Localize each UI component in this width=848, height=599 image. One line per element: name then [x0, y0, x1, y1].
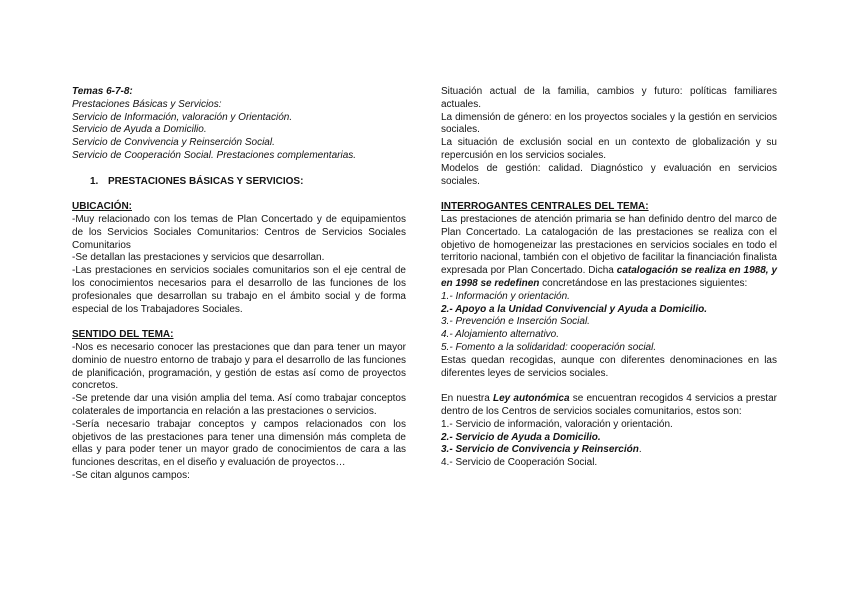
ubicacion-heading: UBICACIÓN: [72, 201, 132, 213]
prestacion-item: 5.- Fomento a la solidaridad: cooperación social. [441, 341, 657, 353]
campo-item: La situación de exclusión social en un contexto de globalización y su repercusión en los servicios sociales. [441, 137, 777, 161]
ley-paragraph [441, 393, 777, 419]
interrogantes-intro: Las prestaciones de atención primaria se han definido dentro del marco de Plan Concertado. La catalogación de las prestaciones se realiza con el objetivo de homogeneizar las prestaciones en servicios sociales en todo el territorio nacional, también con el objetivo de facilitar la financiación finalista expresada por Plan Concertado. Dicha [441, 213, 777, 277]
interrogantes-heading: INTERROGANTES CENTRALES DEL TEMA: [441, 201, 649, 213]
temas-line: Servicio de Ayuda a Domicilio. [72, 124, 207, 136]
servicio-item: 2.- Servicio de Ayuda a Domicilio. [441, 431, 601, 443]
campo-item: Modelos de gestión: calidad. Diagnóstico y evaluación en servicios sociales. [441, 162, 777, 187]
interrogantes-bold: catalogación se realiza en 1988, y en 1998 se redefinen [441, 265, 778, 289]
temas-line: Servicio de Información, valoración y Orientación. [72, 111, 293, 123]
temas-line: Servicio de Cooperación Social. Prestaciones complementarias. [72, 149, 357, 161]
sentido-paragraph: -Se citan algunos campos: [72, 469, 190, 481]
sentido-paragraph: -Sería necesario trabajar conceptos y campos relacionados con los objetivos de las prestaciones para tener una dimensión más completa de ellas y para poder tener un mayor grado de conocimientos de cara a las funciones descritas, en el diseño y evaluación de proyectos… [72, 418, 406, 469]
prestacion-item: 3.- Prevención e Inserción Social. [441, 316, 590, 328]
servicio-item [441, 444, 777, 457]
ley-pre: En nuestra [441, 393, 493, 405]
left-column [72, 86, 406, 483]
sentido-heading: SENTIDO DEL TEMA: [72, 329, 174, 341]
temas-line: Prestaciones Básicas y Servicios: [72, 98, 222, 110]
sentido-paragraph: -Se pretende dar una visión amplia del tema. Así como trabajar conceptos colaterales de importancia en relación a las prestaciones o servicios. [72, 393, 406, 417]
ubicacion-paragraph: -Las prestaciones en servicios sociales comunitarios son el eje central de los conocimientos necesarios para el desarrollo de las funciones de los profesionales que desarrollan su trabajo en el ámbito social y de forma especial de los Trabajadores Sociales. [72, 265, 406, 315]
section-number: 1. [90, 175, 99, 187]
servicio-item: 4.- Servicio de Cooperación Social. [441, 457, 598, 469]
interrogantes-tail: concretándose en las prestaciones siguientes: [539, 277, 748, 289]
ley-bold: Ley autonómica [492, 393, 570, 405]
servicio-item-bold: 3.- Servicio de Convivencia y Reinserción [441, 444, 639, 456]
temas-title: Temas 6-7-8: [72, 86, 133, 97]
section-title: PRESTACIONES BÁSICAS Y SERVICIOS: [108, 175, 304, 187]
prestacion-item: 4.- Alojamiento alternativo. [441, 329, 560, 341]
prestacion-item: 1.- Información y orientación. [441, 290, 570, 302]
section-heading [72, 176, 406, 189]
servicio-item: 1.- Servicio de información, valoración y orientación. [441, 418, 673, 430]
ley-post: se encuentran recogidos 4 servicios a prestar dentro de los Centros de servicios sociales comunitarios, estos son: [441, 393, 777, 417]
temas-line: Servicio de Convivencia y Reinserción Social. [72, 137, 275, 149]
ubicacion-paragraph: -Muy relacionado con los temas de Plan Concertado y de equipamientos de los Servicios Sociales Comunitarios: Centros de Servicios Sociales Comunitarios [72, 213, 406, 251]
servicio-item-tail: . [638, 444, 642, 456]
sentido-paragraph: -Nos es necesario conocer las prestaciones que dan para tener un mayor dominio de nuestro entorno de trabajo y para el desarrollo de las funciones de planificación, programación, y gestión de estas así como de proyectos concretos. [72, 341, 406, 392]
prestaciones-note: Estas quedan recogidas, aunque con diferentes denominaciones en las diferentes leyes de servicios sociales. [441, 354, 777, 379]
campo-item: Situación actual de la familia, cambios y futuro: políticas familiares actuales. [441, 86, 777, 110]
interrogantes-paragraph [441, 214, 777, 291]
right-column [441, 86, 777, 470]
campo-item: La dimensión de género: en los proyectos sociales y la gestión en servicios sociales. [441, 111, 777, 136]
prestacion-item: 2.- Apoyo a la Unidad Convivencial y Ayuda a Domicilio. [441, 303, 707, 315]
ubicacion-paragraph: -Se detallan las prestaciones y servicios que desarrollan. [72, 252, 325, 264]
